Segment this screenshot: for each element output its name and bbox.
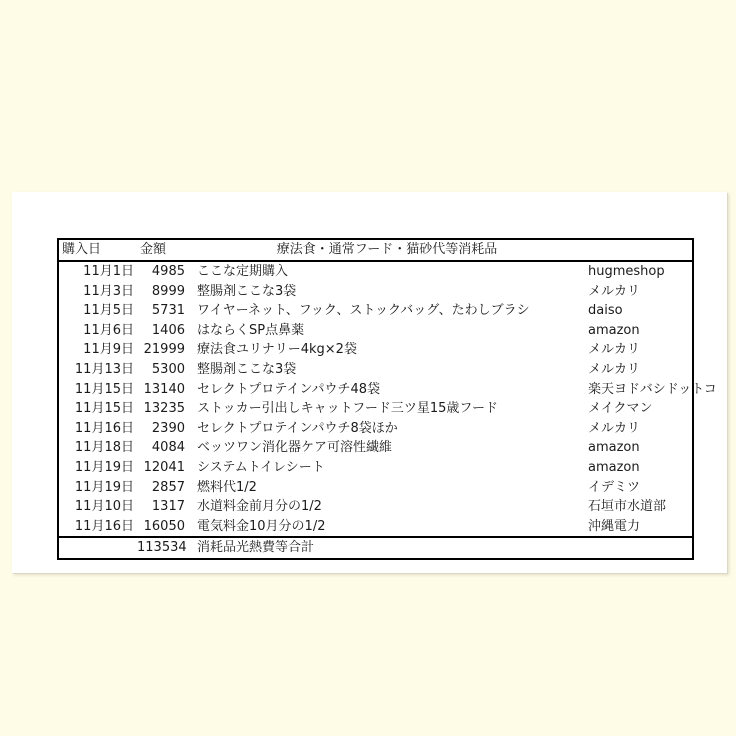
row-amount: 1406 (151, 322, 185, 338)
row-description: セレクトプロテインパウチ48袋 (197, 381, 381, 397)
table-header-row (59, 240, 692, 262)
row-vendor: amazon (588, 459, 640, 475)
row-vendor: amazon (588, 440, 640, 456)
row-amount: 12041 (143, 459, 185, 475)
table-total-row (59, 536, 692, 558)
row-description: 整腸剤ここな3袋 (197, 361, 297, 377)
row-description: ストッカー引出しキャットフード三ツ星15歳フード (197, 401, 498, 417)
row-amount: 1317 (151, 499, 185, 515)
row-date: 11月15日 (74, 401, 134, 417)
row-date: 11月19日 (74, 459, 134, 475)
table-row (59, 262, 692, 282)
row-date: 11月5日 (83, 303, 134, 319)
row-date: 11月15日 (74, 381, 134, 397)
row-date: 11月19日 (74, 479, 134, 495)
row-vendor: amazon (588, 322, 640, 338)
total-date-spacer (59, 538, 137, 558)
row-date: 11月10日 (74, 499, 134, 515)
row-description: ここな定期購入 (197, 264, 289, 279)
row-description: ベッツワン消化器ケア可溶性繊維 (197, 440, 393, 456)
header-vendor (588, 240, 692, 260)
row-date: 11月16日 (74, 518, 134, 534)
header-amount: 金額 (140, 242, 167, 257)
table-row (59, 360, 692, 380)
table-row (59, 438, 692, 458)
row-amount: 2390 (151, 420, 185, 436)
row-date: 11月16日 (74, 420, 134, 436)
table-row (59, 380, 717, 400)
table-row (59, 282, 692, 302)
table-body (59, 262, 717, 536)
table-row (59, 497, 692, 517)
row-description: 療法食ユリナリー4kg×2袋 (197, 342, 357, 358)
row-amount: 16050 (143, 518, 185, 534)
row-vendor: イデミツ (588, 479, 641, 495)
row-description: はならくSP点鼻薬 (197, 322, 305, 338)
row-description: システムトイレシート (197, 459, 325, 475)
total-label: 消耗品光熱費等合計 (197, 540, 315, 556)
table-row (59, 321, 692, 341)
table-row (59, 301, 692, 321)
total-amount: 113534 (137, 540, 187, 556)
row-date: 11月18日 (74, 440, 134, 456)
expense-table (57, 238, 717, 560)
row-date: 11月1日 (83, 264, 134, 279)
row-vendor: 石垣市水道部 (588, 499, 667, 515)
row-date: 11月9日 (83, 342, 134, 358)
row-amount: 4084 (151, 440, 185, 456)
row-vendor: daiso (588, 303, 623, 319)
row-vendor: メルカリ (588, 361, 641, 377)
row-vendor: 沖縄電力 (588, 518, 641, 534)
header-date: 購入日 (62, 242, 102, 257)
row-description: 水道料金前月分の1/2 (197, 499, 322, 515)
expense-sheet-image (12, 192, 727, 573)
row-description: 電気料金10月分の1/2 (197, 518, 326, 534)
row-amount: 5731 (151, 303, 185, 319)
row-vendor: メルカリ (588, 342, 641, 358)
table-row (59, 458, 692, 478)
row-vendor: メルカリ (588, 283, 641, 299)
row-amount: 8999 (151, 283, 185, 299)
row-description: 燃料代1/2 (197, 479, 257, 495)
row-date: 11月13日 (74, 361, 134, 377)
header-description: 療法食・通常フード・猫砂代等消耗品 (276, 242, 498, 257)
row-amount: 2857 (151, 479, 185, 495)
row-amount: 21999 (143, 342, 185, 358)
row-description: セレクトプロテインパウチ8袋ほか (197, 420, 398, 436)
row-description: ワイヤーネット、フック、ストックバッグ、たわしブラシ (197, 303, 530, 319)
total-vendor-spacer (588, 538, 692, 558)
row-amount: 13235 (143, 401, 185, 417)
row-date: 11月3日 (83, 283, 134, 299)
table-row (59, 399, 692, 419)
row-description: 整腸剤ここな3袋 (197, 283, 297, 299)
row-vendor: メイクマン (588, 401, 653, 417)
table-row (59, 419, 692, 439)
row-amount: 5300 (151, 361, 185, 377)
table-row (59, 517, 692, 537)
row-amount: 13140 (143, 381, 185, 397)
row-date: 11月6日 (83, 322, 134, 338)
table-row (59, 340, 692, 360)
row-vendor: hugmeshop (588, 264, 665, 279)
row-vendor: メルカリ (588, 420, 641, 436)
row-amount: 4985 (151, 264, 185, 279)
row-vendor: 楽天ヨドバシドットコ (588, 381, 717, 397)
table-row (59, 478, 692, 498)
